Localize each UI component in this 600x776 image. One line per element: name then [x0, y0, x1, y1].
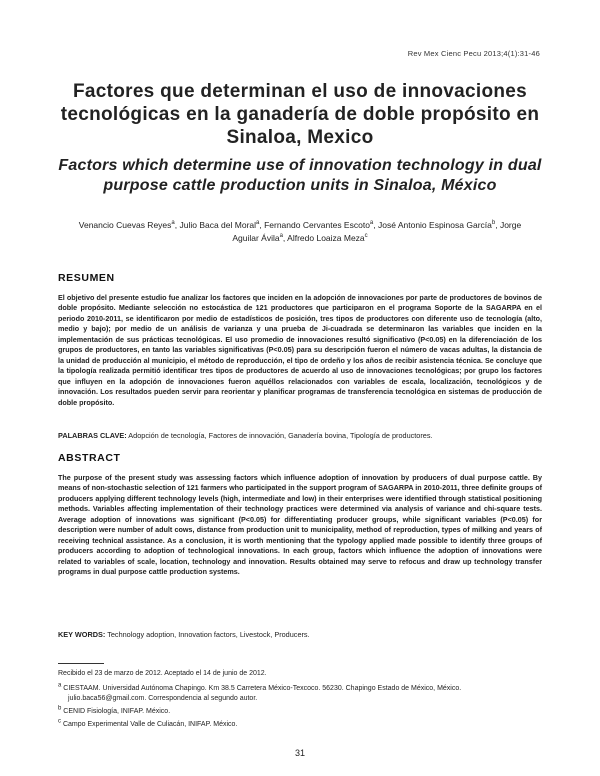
keywords-label: KEY WORDS:: [58, 630, 106, 639]
author-list: [70, 219, 530, 245]
affiliation-mark: a: [171, 220, 175, 227]
author-name: , Julio Baca del Moral: [174, 220, 257, 230]
abstract-heading: ABSTRACT: [58, 452, 121, 464]
title-english: Factors which determine use of innovation technology in dual purpose cattle production units in Sinaloa, México: [58, 157, 542, 194]
footnote-b: [58, 707, 542, 717]
affiliation-mark: b: [491, 220, 496, 227]
abstract-text: The purpose of the present study was assessing factors which influence adoption of innovation by producers of dual purpose cattle. By means of non-stochastic selection of 121 farmers who participated in the support program of SAGARPA in 2010-2011, three definite groups of producers applying different technology levels (high, intermediate and low) in their enterprises were identified through statistical positioning methods. Variables affecting implementation of their technology practices were determined via analysis of variance and chi-square tests. Average adoption of innovations was significant (P<0.05) for differentiating producer groups, while significant variables (P<0.05) for description were number of adult cows, distance from production unit to municipality, method of reproduction, types of milking and years of receiving technical assistance. As a conclusion, it is worth mentioning that the typology applied made possible to identify three groups of producers according to adoption of technological innovations. In each group, factors which influence the adoption of innovations were related to variables of scale, location, technology and innovation. Results obtained may serve to refocus and draw up technology transfer programs in dual purpose cattle production systems.: [58, 473, 542, 577]
footnote-a: [58, 684, 542, 704]
resumen-heading: RESUMEN: [58, 272, 115, 284]
author-name: , Alfredo Loaiza Meza: [282, 233, 365, 243]
title-spanish: Factores que determinan el uso de innovaciones tecnológicas en la ganadería de doble propósito en Sinaloa, Mexico: [60, 81, 540, 148]
footnote-b-text: CENID Fisiología, INIFAP. México.: [61, 708, 171, 715]
keywords-text: Technology adoption, Innovation factors, Livestock, Producers.: [105, 630, 310, 639]
footnote-mark: c: [58, 718, 61, 725]
footnote-c-text: Campo Experimental Valle de Culiacán, INIFAP. México.: [61, 721, 238, 728]
running-head: Rev Mex Cienc Pecu 2013;4(1):31-46: [407, 49, 540, 58]
footnote-rule: [58, 663, 104, 664]
keywords-text: Adopción de tecnología, Factores de innovación, Ganadería bovina, Tipología de productores.: [126, 431, 433, 440]
footnote-mark: a: [58, 682, 62, 689]
footnote-c: [58, 720, 542, 730]
author-name: , Fernando Cervantes Escoto: [259, 220, 370, 230]
author-name: , José Antonio Espinosa García: [373, 220, 492, 230]
affiliation-mark: c: [364, 233, 368, 240]
affiliation-mark: a: [369, 220, 374, 227]
footnote-a-text: CIESTAAM. Universidad Autónoma Chapingo. Km 38.5 Carretera México-Texcoco. 56230. Chapingo Estado de México, México.: [61, 685, 462, 692]
page-number: 31: [294, 748, 305, 758]
affiliation-mark: a: [256, 220, 260, 227]
footnote-received: Recibido el 23 de marzo de 2012. Aceptado el 14 de junio de 2012.: [58, 670, 267, 677]
footnote-mark: b: [58, 705, 62, 712]
footnote-a-email: julio.baca56@gmail.com. Correspondencia al segundo autor.: [68, 695, 258, 702]
affiliation-mark: a: [279, 233, 283, 240]
author-name: , Jorge Aguilar Ávila: [232, 220, 522, 243]
palabras-clave: [58, 431, 542, 440]
keywords-label: PALABRAS CLAVE:: [58, 431, 127, 440]
resumen-text: El objetivo del presente estudio fue analizar los factores que inciden en la adopción de innovaciones por parte de productores de bovinos de doble propósito. Mediante selección no estocástica de 121 productores que participaron en el programa Soporte de la SAGARPA en el periodo 2010-2011, se identificaron por medio de estadísticos de posición, tres tipos de productores con diferente uso de tecnología (alto, medio y bajo); por medio de un análisis de varianza y una prueba de Ji-cuadrada se determinaron las variables que inciden en la implementación de sus prácticas tecnológicas. El uso promedio de innovaciones resultó significativo (P<0.05) en la diferenciación de los grupos de productores, en tanto las variables significativas (P<0.05) para su descripción fueron el número de vacas adultas, la distancia de la unidad de producción al municipio, el método de reproducción, el tipo de ordeño y los años de recibir asistencia técnica. Se concluye que la tipología realizada permitió identificar tres tipos de productores de acuerdo al uso de innovaciones tecnológicas; por grupo los factores que influyen en la adopción de innovaciones fueron aquéllos relacionados con variables de escala, localización, tecnológicos y de innovación. Los resultados pueden servir para reorientar y planificar programas de transferencia tecnológica en sistemas de producción de doble propósito.: [58, 293, 542, 407]
author-name: Venancio Cuevas Reyes: [78, 220, 172, 230]
key-words: [58, 630, 542, 639]
